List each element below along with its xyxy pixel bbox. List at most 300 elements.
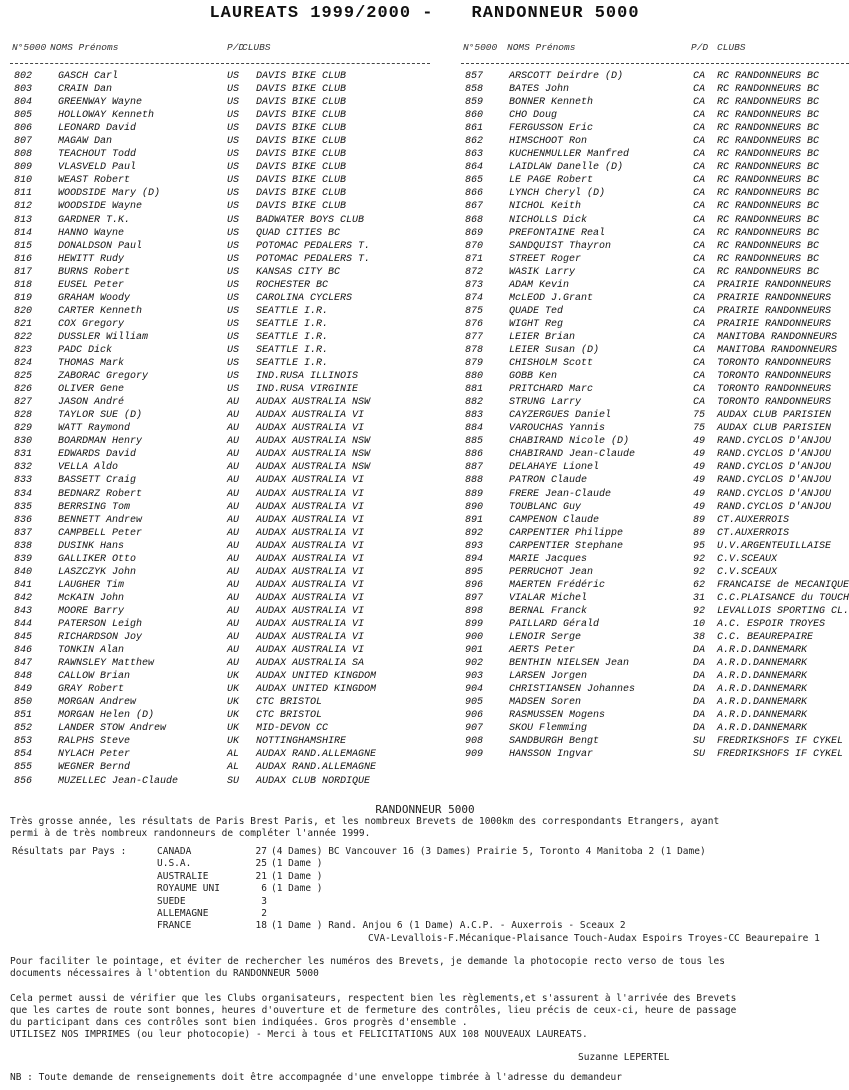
country-code: CA [693, 227, 706, 239]
paragraph-verification [10, 993, 840, 1041]
paragraph-line: documents nécessaires à l'obtention du RANDONNEUR 5000 [10, 968, 319, 979]
country-detail: (4 Dames) BC Vancouver 16 (3 Dames) Prairie 5, Toronto 4 Manitoba 2 (1 Dame) [271, 846, 706, 857]
france-detail-continued: CVA-Levallois-F.Mécanique-Plaisance Touch-Audax Espoirs Troyes-CC Beaurepaire 1 [368, 932, 820, 944]
table-row [10, 748, 430, 761]
laureate-number: 881 [465, 384, 484, 396]
laureate-name: MAGAW Dan [58, 136, 113, 148]
club-name: AUDAX AUSTRALIA VI [256, 423, 365, 435]
club-name: RC RANDONNEURS BC [717, 136, 820, 148]
country-code: US [227, 214, 240, 226]
club-name: A.R.D.DANNEMARK [717, 697, 808, 709]
country-code: CA [693, 188, 706, 200]
club-name: RC RANDONNEURS BC [717, 123, 820, 135]
country-code: US [227, 84, 240, 96]
laureate-number: 909 [465, 749, 484, 761]
laureate-name: GRAY Robert [58, 684, 125, 696]
table-row [461, 266, 849, 279]
club-name: RAND.CYCLOS D'ANJOU [717, 436, 832, 448]
laureate-name: TONKIN Alan [58, 645, 125, 657]
laureate-number: 857 [465, 71, 484, 82]
laureate-number: 840 [14, 566, 33, 578]
laureate-number: 831 [14, 449, 33, 461]
country-code: AU [227, 579, 240, 591]
laureate-name: OLIVER Gene [58, 384, 125, 396]
table-row [461, 253, 849, 266]
club-name: TORONTO RANDONNEURS [717, 358, 832, 370]
laureate-name: MARIE Jacques [509, 553, 588, 565]
laureate-number: 829 [14, 423, 33, 435]
club-name: MANITOBA RANDONNEURS [717, 344, 838, 356]
laureate-number: 872 [465, 266, 484, 278]
country-detail: (1 Dame ) [271, 883, 323, 895]
country-code: AU [227, 566, 240, 578]
laureate-number: 827 [14, 397, 33, 409]
table-header [10, 42, 430, 56]
country-code: DA [693, 658, 706, 670]
table-row [10, 488, 430, 501]
table-row [461, 357, 849, 370]
table-row [10, 722, 430, 735]
club-name: FREDRIKSHOFS IF CYKEL [717, 736, 844, 748]
country-code: 62 [693, 579, 706, 591]
country-count: 25 [255, 858, 267, 870]
table-row [461, 240, 849, 253]
country-code: CA [693, 371, 706, 383]
table-row [461, 696, 849, 709]
laureate-name: ADAM Kevin [509, 279, 570, 291]
laureate-name: CHISHOLM Scott [509, 358, 594, 370]
club-name: A.R.D.DANNEMARK [717, 645, 808, 657]
table-row [10, 683, 430, 696]
club-name: AUDAX CLUB PARISIEN [717, 410, 832, 422]
club-name: AUDAX AUSTRALIA SA [256, 658, 365, 670]
club-name: AUDAX AUSTRALIA VI [256, 592, 365, 604]
table-row [10, 501, 430, 514]
country-count: 21 [255, 870, 267, 882]
laureate-name: BATES John [509, 84, 570, 96]
club-name: DAVIS BIKE CLUB [256, 162, 347, 174]
club-name: CT.AUXERROIS [717, 514, 790, 526]
club-name: AUDAX AUSTRALIA VI [256, 527, 365, 539]
country-code: UK [227, 736, 240, 748]
laureate-number: 873 [465, 279, 484, 291]
country-count: 18 [255, 920, 267, 932]
laureate-number: 876 [465, 318, 484, 330]
club-name: RAND.CYCLOS D'ANJOU [717, 462, 832, 474]
laureate-number: 884 [465, 423, 484, 435]
table-row [461, 605, 849, 618]
laureate-name: THOMAS Mark [58, 358, 125, 370]
club-name: AUDAX RAND.ALLEMAGNE [256, 762, 377, 774]
table-row [461, 83, 849, 96]
laureate-number: 908 [465, 736, 484, 748]
table-row [10, 279, 430, 292]
country-code: UK [227, 723, 240, 735]
table-row [10, 214, 430, 227]
country-code: AL [227, 749, 240, 761]
country-code: AU [227, 488, 240, 500]
laureate-number: 807 [14, 136, 33, 148]
country-count: 3 [261, 895, 267, 907]
laureate-name: BOARDMAN Henry [58, 436, 143, 448]
laureate-name: McLEOD J.Grant [509, 292, 594, 304]
club-name: DAVIS BIKE CLUB [256, 188, 347, 200]
laureate-name: WEGNER Bernd [58, 762, 131, 774]
country-code: 49 [693, 475, 706, 487]
laureate-number: 811 [14, 188, 33, 200]
club-name: MID-DEVON CC [256, 723, 329, 735]
laureate-name: FRERE Jean-Claude [509, 488, 612, 500]
table-row [10, 383, 430, 396]
club-name: POTOMAC PEDALERS T. [256, 240, 371, 252]
laureate-number: 865 [465, 175, 484, 187]
table-row [461, 70, 849, 83]
country-code: CA [693, 384, 706, 396]
table-row [10, 240, 430, 253]
laureate-number: 830 [14, 436, 33, 448]
laureate-name: COX Gregory [58, 318, 125, 330]
table-row [461, 748, 849, 761]
laureate-name: WEAST Robert [58, 175, 131, 187]
table-row [10, 357, 430, 370]
country-code: 49 [693, 462, 706, 474]
laureate-number: 887 [465, 462, 484, 474]
country-code: 10 [693, 618, 706, 630]
laureate-number: 902 [465, 658, 484, 670]
table-row [461, 657, 849, 670]
laureate-number: 877 [465, 331, 484, 343]
club-name: IND.RUSA VIRGINIE [256, 384, 359, 396]
club-name: AUDAX RAND.ALLEMAGNE [256, 749, 377, 761]
laureate-name: WATT Raymond [58, 423, 131, 435]
paragraph-line: du participant dans ces contrôles sont bien indiquées. Gros progrès d'ensemble . [10, 1017, 468, 1028]
laureate-name: McKAIN John [58, 592, 125, 604]
laureate-number: 804 [14, 97, 33, 109]
laureate-name: TAYLOR SUE (D) [58, 410, 143, 422]
table-row [10, 70, 430, 83]
club-name: C.V.SCEAUX [717, 566, 778, 578]
table-row [461, 305, 849, 318]
laureate-number: 900 [465, 632, 484, 644]
country-code: US [227, 305, 240, 317]
title-laureats: LAUREATS 1999/2000 - [209, 4, 434, 23]
laureate-number: 832 [14, 462, 33, 474]
country-code: CA [693, 149, 706, 161]
table-row [10, 631, 430, 644]
club-name: MANITOBA RANDONNEURS [717, 331, 838, 343]
table-row [461, 200, 849, 213]
laureate-number: 864 [465, 162, 484, 174]
laureate-number: 839 [14, 553, 33, 565]
country-code: US [227, 136, 240, 148]
club-name: NOTTINGHAMSHIRE [256, 736, 347, 748]
laureate-number: 817 [14, 266, 33, 278]
country-code: US [227, 188, 240, 200]
table-row [461, 540, 849, 553]
laureate-name: NICHOL Keith [509, 201, 582, 213]
country-code: UK [227, 684, 240, 696]
club-name: PRAIRIE RANDONNEURS [717, 318, 832, 330]
country-code: CA [693, 279, 706, 291]
club-name: C.C. BEAUREPAIRE [717, 632, 814, 644]
laureate-number: 855 [14, 762, 33, 774]
divider [461, 63, 849, 64]
club-name: SEATTLE I.R. [256, 344, 329, 356]
club-name: RC RANDONNEURS BC [717, 110, 820, 122]
club-name: LEVALLOIS SPORTING CL. [717, 605, 849, 617]
club-name: CTC BRISTOL [256, 710, 323, 722]
table-row [10, 200, 430, 213]
table-row [10, 696, 430, 709]
table-row [10, 775, 430, 788]
country-code: US [227, 358, 240, 370]
laureate-number: 836 [14, 514, 33, 526]
laureate-name: BENNETT Andrew [58, 514, 143, 526]
laureate-name: RASMUSSEN Mogens [509, 710, 606, 722]
laureate-number: 816 [14, 253, 33, 265]
laureate-number: 889 [465, 488, 484, 500]
country-code: 31 [693, 592, 706, 604]
country-code: CA [693, 201, 706, 213]
club-name: FREDRIKSHOFS IF CYKEL [717, 749, 844, 761]
club-name: QUAD CITIES BC [256, 227, 341, 239]
table-row [10, 148, 430, 161]
laureate-number: 891 [465, 514, 484, 526]
club-name: TORONTO RANDONNEURS [717, 384, 832, 396]
laureate-name: GASCH Carl [58, 71, 119, 82]
paragraph-line: que les cartes de route sont bonnes, heures d'ouverture et de fermeture des contrôles, lieu précis de ceux-ci, heure de passage [10, 1005, 737, 1016]
club-name: U.V.ARGENTEUILLAISE [717, 540, 832, 552]
table-row [10, 331, 430, 344]
laureate-name: BERNAL Franck [509, 605, 588, 617]
laureate-number: 815 [14, 240, 33, 252]
table-row [461, 396, 849, 409]
laureate-name: PREFONTAINE Real [509, 227, 606, 239]
laureate-name: LEIER Susan (D) [509, 344, 600, 356]
laureate-name: GRAHAM Woody [58, 292, 131, 304]
table-row [10, 227, 430, 240]
table-row [461, 527, 849, 540]
laureate-name: PRITCHARD Marc [509, 384, 594, 396]
table-row [461, 592, 849, 605]
laureate-name: CARPENTIER Stephane [509, 540, 624, 552]
table-row [461, 683, 849, 696]
club-name: AUDAX AUSTRALIA VI [256, 501, 365, 513]
country-code: CA [693, 292, 706, 304]
laureate-name: DUSINK Hans [58, 540, 125, 552]
table-row [10, 344, 430, 357]
club-name: CTC BRISTOL [256, 697, 323, 709]
club-name: RC RANDONNEURS BC [717, 253, 820, 265]
table-row [10, 135, 430, 148]
laureate-name: CHABIRAND Jean-Claude [509, 449, 636, 461]
header-club: CLUBS [717, 42, 746, 53]
country-code: 75 [693, 410, 706, 422]
table-row [461, 174, 849, 187]
laureate-name: BONNER Kenneth [509, 97, 594, 109]
laureate-number: 898 [465, 605, 484, 617]
table-row [10, 435, 430, 448]
club-name: PRAIRIE RANDONNEURS [717, 279, 832, 291]
laureate-number: 826 [14, 384, 33, 396]
country-code: AU [227, 553, 240, 565]
country-code: DA [693, 645, 706, 657]
laureate-number: 874 [465, 292, 484, 304]
table-row [461, 344, 849, 357]
laureate-name: PATERSON Leigh [58, 618, 143, 630]
country-code: CA [693, 305, 706, 317]
laureate-name: AERTS Peter [509, 645, 576, 657]
club-name: AUDAX AUSTRALIA VI [256, 645, 365, 657]
club-name: RC RANDONNEURS BC [717, 71, 820, 82]
club-name: AUDAX AUSTRALIA VI [256, 553, 365, 565]
laureate-number: 835 [14, 501, 33, 513]
country-code: US [227, 149, 240, 161]
country-code: CA [693, 136, 706, 148]
laureate-name: VIALAR Michel [509, 592, 588, 604]
country-code: CA [693, 253, 706, 265]
table-row [461, 161, 849, 174]
country-detail: (1 Dame ) Rand. Anjou 6 (1 Dame) A.C.P. - Auxerrois - Sceaux 2 [271, 920, 626, 932]
table-row [461, 187, 849, 200]
country-code: 89 [693, 527, 706, 539]
table-row [10, 761, 430, 774]
club-name: PRAIRIE RANDONNEURS [717, 292, 832, 304]
laureate-number: 861 [465, 123, 484, 135]
laureate-name: DONALDSON Paul [58, 240, 143, 252]
table-row [461, 409, 849, 422]
country-name: ROYAUME UNI [157, 883, 220, 895]
table-row [10, 409, 430, 422]
laureate-number: 813 [14, 214, 33, 226]
club-name: AUDAX UNITED KINGDOM [256, 671, 377, 683]
table-row [10, 709, 430, 722]
club-name: ROCHESTER BC [256, 279, 329, 291]
club-name: DAVIS BIKE CLUB [256, 175, 347, 187]
table-row [10, 448, 430, 461]
laureate-name: VELLA Aldo [58, 462, 119, 474]
laureate-name: PADC Dick [58, 344, 113, 356]
club-name: AUDAX CLUB NORDIQUE [256, 775, 371, 787]
table-row [461, 422, 849, 435]
laureate-name: HANNO Wayne [58, 227, 125, 239]
country-code: 89 [693, 514, 706, 526]
table-row [461, 579, 849, 592]
club-name: AUDAX AUSTRALIA NSW [256, 436, 371, 448]
laureate-number: 834 [14, 488, 33, 500]
laureate-number: 822 [14, 331, 33, 343]
club-name: C.V.SCEAUX [717, 553, 778, 565]
laureate-number: 812 [14, 201, 33, 213]
country-code: SU [227, 775, 240, 787]
country-count: 27 [255, 846, 267, 857]
laureate-name: LYNCH Cheryl (D) [509, 188, 606, 200]
laureate-number: 819 [14, 292, 33, 304]
results-label: Résultats par Pays : [12, 846, 127, 857]
country-code: DA [693, 723, 706, 735]
table-row [461, 214, 849, 227]
laureate-name: ARSCOTT Deirdre (D) [509, 71, 624, 82]
laureate-number: 837 [14, 527, 33, 539]
country-code: CA [693, 331, 706, 343]
country-code: CA [693, 397, 706, 409]
table-header [461, 42, 849, 56]
country-code: US [227, 371, 240, 383]
country-code: CA [693, 214, 706, 226]
table-row [461, 370, 849, 383]
club-name: RC RANDONNEURS BC [717, 84, 820, 96]
laureate-name: GARDNER T.K. [58, 214, 131, 226]
country-code: AU [227, 397, 240, 409]
results-by-country [10, 846, 840, 958]
country-code: US [227, 71, 240, 82]
laureate-number: 890 [465, 501, 484, 513]
country-code: US [227, 253, 240, 265]
country-name: FRANCE [157, 920, 192, 932]
laureate-number: 886 [465, 449, 484, 461]
laureate-name: CARPENTIER Philippe [509, 527, 624, 539]
country-code: US [227, 110, 240, 122]
laureate-name: DELAHAYE Lionel [509, 462, 600, 474]
laureate-name: LAUGHER Tim [58, 579, 125, 591]
country-code: CA [693, 344, 706, 356]
club-name: CAROLINA CYCLERS [256, 292, 353, 304]
table-row [461, 670, 849, 683]
country-code: 49 [693, 501, 706, 513]
table-row [461, 514, 849, 527]
table-row [461, 122, 849, 135]
laureate-number: 858 [465, 84, 484, 96]
club-name: RC RANDONNEURS BC [717, 227, 820, 239]
laureate-name: FERGUSSON Eric [509, 123, 594, 135]
country-code: US [227, 331, 240, 343]
country-code: UK [227, 697, 240, 709]
laureate-name: HOLLOWAY Kenneth [58, 110, 155, 122]
laureate-name: KUCHENMULLER Manfred [509, 149, 630, 161]
club-name: AUDAX AUSTRALIA VI [256, 605, 365, 617]
country-count: 2 [261, 908, 267, 919]
laureate-name: VLASVELD Paul [58, 162, 137, 174]
country-code: AL [227, 762, 240, 774]
table-row [10, 514, 430, 527]
country-code: AU [227, 436, 240, 448]
table-row [461, 109, 849, 122]
laureate-number: 871 [465, 253, 484, 265]
club-name: RAND.CYCLOS D'ANJOU [717, 501, 832, 513]
club-name: TORONTO RANDONNEURS [717, 371, 832, 383]
laureate-number: 880 [465, 371, 484, 383]
club-name: TORONTO RANDONNEURS [717, 397, 832, 409]
laureate-name: WASIK Larry [509, 266, 576, 278]
laureate-number: 868 [465, 214, 484, 226]
laureate-name: HIMSCHOOT Ron [509, 136, 588, 148]
laureate-name: TEACHOUT Todd [58, 149, 137, 161]
country-code: AU [227, 501, 240, 513]
table-row [10, 553, 430, 566]
laureate-number: 866 [465, 188, 484, 200]
laureate-name: PAILLARD Gérald [509, 618, 600, 630]
laureate-number: 878 [465, 344, 484, 356]
paragraph-line: UTILISEZ NOS IMPRIMES (ou leur photocopie) - Merci à tous et FELICITATIONS AUX 108 NOUVEAUX LAUREATS. [10, 1029, 588, 1040]
club-name: C.C.PLAISANCE du TOUCH [717, 592, 849, 604]
country-code: 75 [693, 423, 706, 435]
laureate-name: RALPHS Steve [58, 736, 131, 748]
laureate-number: 852 [14, 723, 33, 735]
country-detail: (1 Dame ) [271, 870, 323, 882]
laureate-number: 896 [465, 579, 484, 591]
laureate-name: LEIER Brian [509, 331, 576, 343]
laureate-name: CARTER Kenneth [58, 305, 143, 317]
